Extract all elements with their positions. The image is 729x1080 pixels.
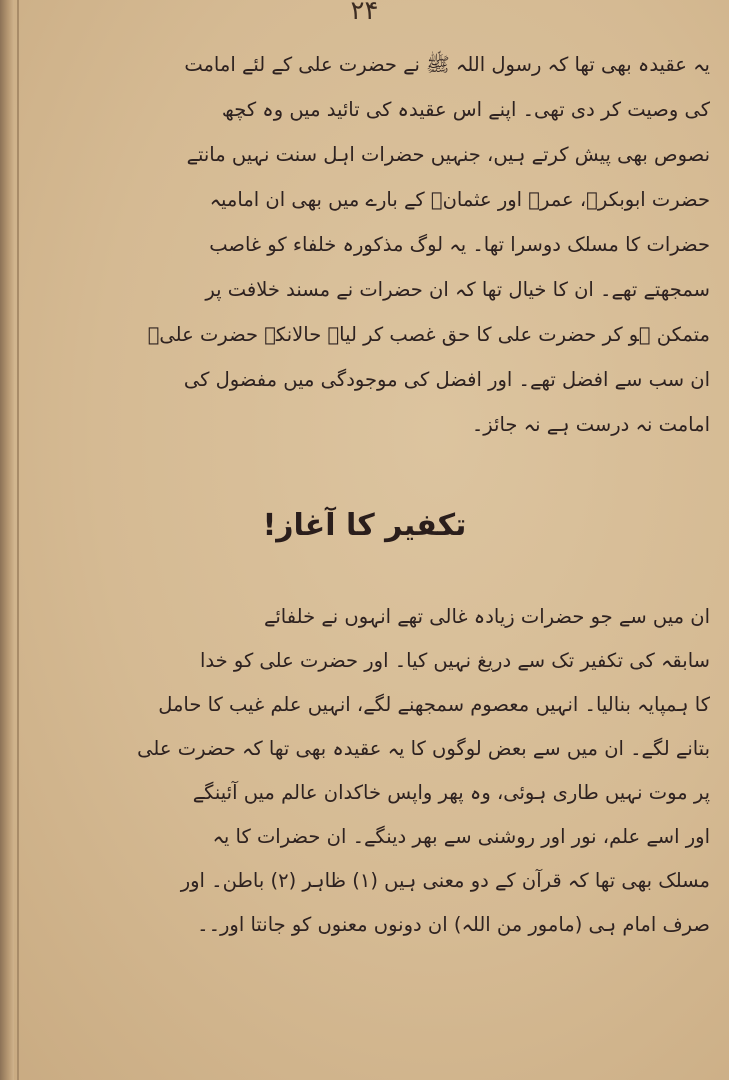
text-line: ان میں سے جو حضرات زیادہ غالی تھے انہوں نے خلفائے [263,605,710,628]
text-line: حضرات کا مسلک دوسرا تھا۔ یہ لوگ مذکورہ خلفاء کو غاصب [209,233,710,256]
text-line: ان سب سے افضل تھے۔ اور افضل کی موجودگی میں مفضول کی [183,368,710,391]
text-line: یہ عقیدہ بھی تھا کہ رسول اللہ ﷺ نے حضرت علی کے لئے امامت [184,53,710,76]
paragraph-1 [30,42,710,447]
text-line: متمکن ہو کر حضرت علی کا حق غصب کر لیا۔ حالانکہ حضرت علیؓ [147,323,710,346]
text-line: سابقہ کی تکفیر تک سے دریغ نہیں کیا۔ اور حضرت علی کو خدا [199,649,710,672]
text-line: اور اسے علم، نور اور روشنی سے بھر دینگے۔ ان حضرات کا یہ [212,825,710,848]
text-line: حضرت ابوبکرؓ، عمرؓ اور عثمانؓ کے بارے میں بھی ان امامیہ [209,188,710,211]
text-line: سمجھتے تھے۔ ان کا خیال تھا کہ ان حضرات نے مسند خلافت پر [205,278,710,301]
text-line: نصوص بھی پیش کرتے ہیں، جنہیں حضرات اہل سنت نہیں مانتے [186,143,710,166]
text-line: صرف امام ہی (مامور من اللہ) ان دونوں معنوں کو جانتا اور۔۔ [197,913,710,936]
text-line: بتانے لگے۔ ان میں سے بعض لوگوں کا یہ عقیدہ بھی تھا کہ حضرت علی [137,737,710,760]
section-heading: تکفیر کا آغاز! [262,508,467,543]
paragraph-2 [30,595,710,947]
text-line: مسلک بھی تھا کہ قرآن کے دو معنی ہیں (۱) ظاہر (۲) باطن۔ اور [180,869,710,892]
text-line: پر موت نہیں طاری ہوئی، وہ پھر واپس خاکدان عالم میں آئینگے [192,781,710,804]
text-line: کا ہمپایہ بنالیا۔ انہیں معصوم سمجھنے لگے، انہیں علم غیب کا حامل [158,693,710,716]
text-line: کی وصیت کر دی تھی۔ اپنے اس عقیدہ کی تائید میں وہ کچھ [221,98,710,121]
text-line: امامت نہ درست ہے نہ جائز۔ [471,413,710,436]
page-number: ۲۴ [350,0,379,26]
